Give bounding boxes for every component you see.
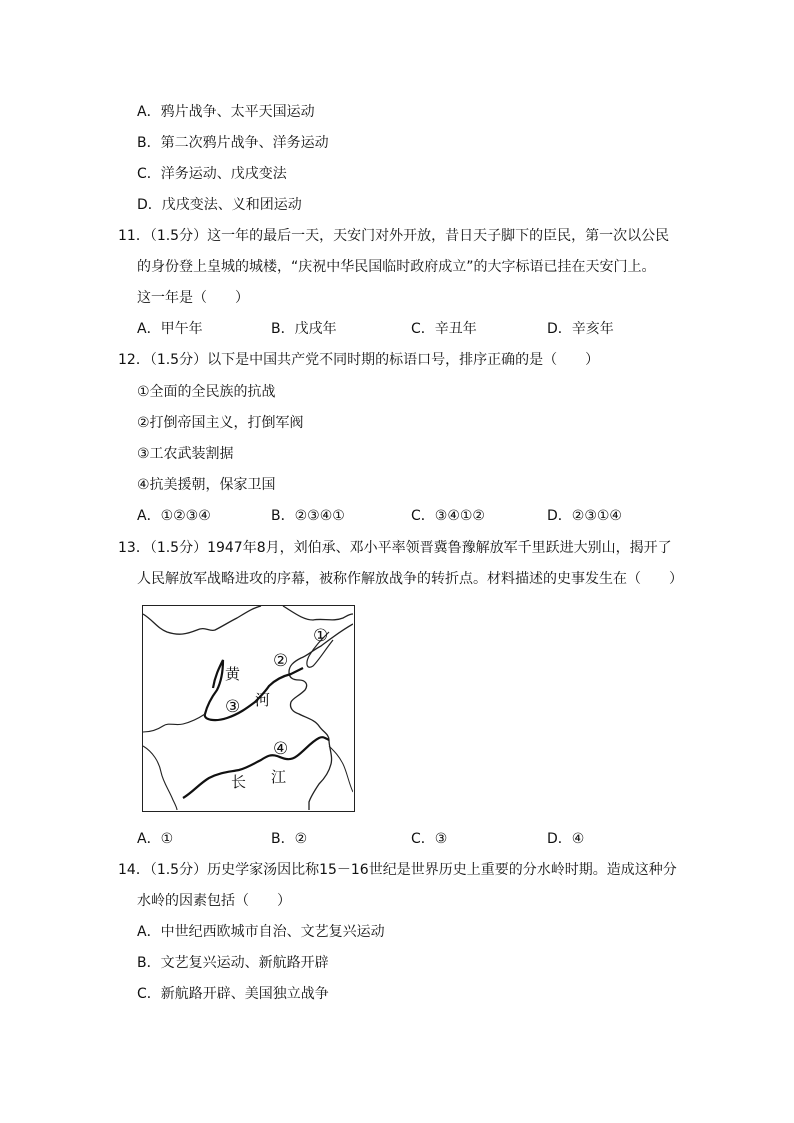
- q14-stem-line-1: 14．（1.5分）历史学家汤因比称15－16世纪是世界历史上重要的分水岭时期。造成这种分: [118, 862, 677, 878]
- q14-stem-line-2: 水岭的因素包括（ ）: [137, 893, 291, 909]
- q13-option-a[interactable]: A．①: [137, 831, 174, 847]
- northeast-border: [283, 606, 353, 620]
- q12-option-a[interactable]: A．①②③④: [137, 508, 211, 524]
- q10-option-c[interactable]: C．洋务运动、戊戌变法: [137, 166, 287, 182]
- q10-option-d[interactable]: D．戊戌变法、义和团运动: [137, 197, 302, 213]
- q13-option-b[interactable]: B．②: [271, 831, 308, 847]
- q11-option-a[interactable]: A．甲午年: [137, 321, 203, 337]
- q11-option-d[interactable]: D．辛亥年: [547, 321, 614, 337]
- q12-option-b[interactable]: B．②③④①: [271, 508, 345, 524]
- q11-option-b[interactable]: B．戊戌年: [271, 321, 337, 337]
- q13-option-c[interactable]: C．③: [411, 831, 448, 847]
- coastline: [289, 624, 353, 810]
- q12-item-2: ②打倒帝国主义，打倒军阀: [137, 415, 304, 431]
- yangtze-river: [183, 737, 329, 798]
- q12-option-d[interactable]: D．②③①④: [547, 508, 622, 524]
- q11-stem-line-2: 的身份登上皇城的城楼，“庆祝中华民国临时政府成立”的大字标语已挂在天安门上。: [137, 259, 656, 275]
- west-boundary: [143, 714, 205, 732]
- q12-stem: 12．（1.5分）以下是中国共产党不同时期的标语口号，排序正确的是（ ）: [118, 352, 600, 368]
- q14-option-a[interactable]: A．中世纪西欧城市自治、文艺复兴运动: [137, 924, 385, 940]
- north-border: [143, 606, 261, 634]
- southeast-boundary: [329, 746, 353, 792]
- label-chang: 长: [231, 773, 247, 791]
- q12-item-4: ④抗美援朝，保家卫国: [137, 477, 276, 493]
- label-jiang: 江: [271, 768, 287, 786]
- q11-stem-line-3: 这一年是（ ）: [137, 290, 249, 306]
- map-marker-4: ④: [273, 739, 289, 759]
- label-huang: 黄: [225, 665, 241, 683]
- china-river-map: [142, 605, 355, 812]
- q12-option-c[interactable]: C．③④①②: [411, 508, 485, 524]
- q10-option-a[interactable]: A．鸦片战争、太平天国运动: [137, 104, 315, 120]
- q10-option-b[interactable]: B．第二次鸦片战争、洋务运动: [137, 135, 329, 151]
- map-marker-2: ②: [273, 651, 289, 671]
- yellow-river: [205, 660, 303, 720]
- q13-stem-line-1: 13．（1.5分）1947年8月，刘伯承、邓小平率领晋冀鲁豫解放军千里跃进大别山，揭开了: [118, 540, 672, 556]
- map-marker-3: ③: [225, 697, 241, 717]
- map-drawing: [143, 606, 353, 810]
- q11-option-c[interactable]: C．辛丑年: [411, 321, 477, 337]
- q12-item-3: ③工农武装割据: [137, 446, 234, 462]
- southwest-boundary: [143, 746, 177, 810]
- label-he: 河: [255, 691, 271, 709]
- map-marker-1: ①: [313, 626, 329, 646]
- q11-stem-line-1: 11．（1.5分）这一年的最后一天，天安门对外开放，昔日天子脚下的臣民，第一次以公民: [118, 228, 670, 244]
- q13-stem-line-2: 人民解放军战略进攻的序幕，被称作解放战争的转折点。材料描述的史事发生在（ ）: [137, 571, 683, 587]
- q12-item-1: ①全面的全民族的抗战: [137, 384, 276, 400]
- q14-option-c[interactable]: C．新航路开辟、美国独立战争: [137, 986, 329, 1002]
- q13-option-d[interactable]: D．④: [547, 831, 585, 847]
- q14-option-b[interactable]: B．文艺复兴运动、新航路开辟: [137, 955, 329, 971]
